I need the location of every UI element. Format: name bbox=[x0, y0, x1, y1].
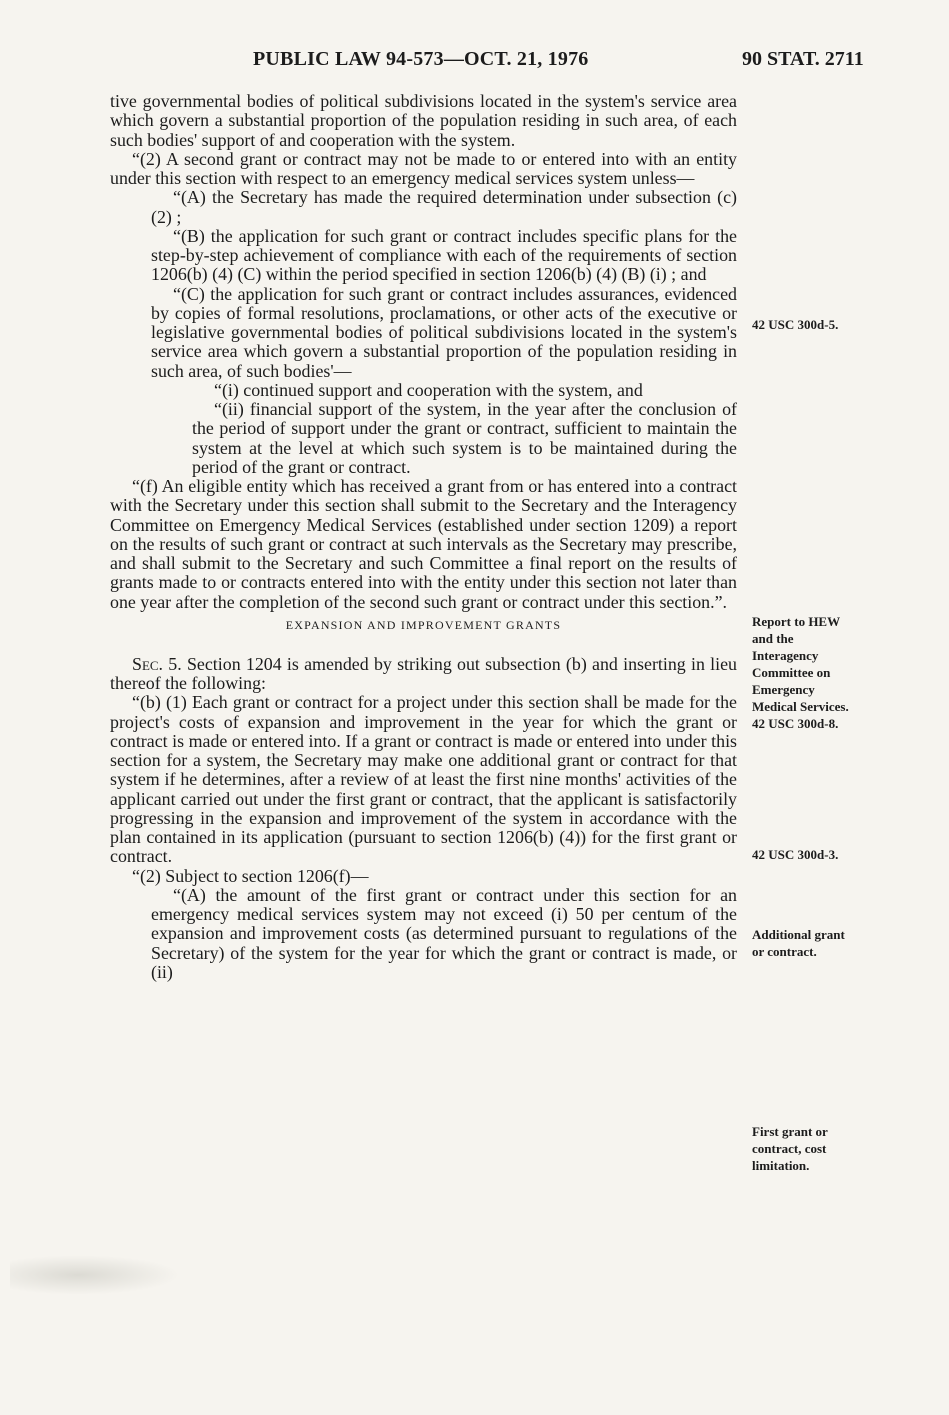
margin-note-line: limitation. bbox=[752, 1158, 810, 1173]
margin-note-line: 42 USC 300d-8. bbox=[752, 716, 839, 731]
paragraph-item-ii: “(ii) financial support of the system, in the year after the conclusion of the period of support under the grant or contract, sufficient to maintain the system at the level at which such system is to be maintained during the period of the grant or contract. bbox=[192, 399, 737, 477]
paragraph-subsection-f: “(f) An eligible entity which has received a grant from or has entered into a contract with the Secretary under this section shall submit to the Secretary and the Interagency Committee on Emergency Medical Services (established under section 1209) a report on the results of such grant or contract at such intervals as the Secretary may prescribe, and shall submit to the Secretary and such Committee a final report on the results of grants made to or contracts entered into with the entity under this section not later than one year after the completion of the second such grant or contract under this section.”. bbox=[110, 476, 737, 612]
page-header-stat-citation: 90 STAT. 2711 bbox=[742, 48, 864, 70]
paragraph-subsection-2: “(2) A second grant or contract may not be made to or entered into with an entity under this section with respect to an emergency medical services system unless— bbox=[110, 148, 737, 188]
paragraph-b-2: “(2) Subject to section 1206(f)— bbox=[132, 865, 369, 886]
paragraph-clause-b: “(B) the application for such grant or contract includes specific plans for the step-by-step achievement of compliance with each of the requirements of section 1206(b) (4) (C) within the period specified in section 1206(b) (4) (B) (i) ; and bbox=[151, 225, 737, 285]
margin-note-line: Committee on bbox=[752, 665, 831, 680]
margin-note-usc-300d-5 bbox=[752, 316, 838, 333]
paragraph-clause-a: “(A) the Secretary has made the required determination under subsection (c) (2) ; bbox=[151, 187, 737, 227]
paragraph-sec-5 bbox=[110, 655, 737, 694]
margin-note-line: or contract. bbox=[752, 944, 817, 959]
margin-note-line: 42 USC 300d-5. bbox=[752, 317, 839, 332]
margin-note-usc-300d-3 bbox=[752, 846, 838, 863]
scan-smudge bbox=[10, 1255, 180, 1295]
margin-note-line: Emergency bbox=[752, 682, 815, 697]
margin-note-first-grant-cost-limitation bbox=[752, 1123, 828, 1174]
margin-note-report-to-hew bbox=[752, 613, 849, 732]
section-5-text: Section 1204 is amended by striking out subsection (b) and inserting in lieu thereof the following: bbox=[110, 653, 737, 693]
margin-note-line: Interagency bbox=[752, 648, 819, 663]
paragraph-clause-c: “(C) the application for such grant or contract includes assurances, evidenced by copies of formal resolutions, proclamations, or other acts of the executive or legislative governmental bodies of political subdivisions located in the system's service area which govern a substantial proportion of the population residing in such area, of such bodies'— bbox=[151, 283, 737, 381]
margin-note-line: contract, cost bbox=[752, 1141, 827, 1156]
paragraph-item-i: “(i) continued support and cooperation with the system, and bbox=[214, 379, 643, 400]
margin-note-line: Medical Services. bbox=[752, 699, 849, 714]
margin-note-additional-grant bbox=[752, 926, 845, 960]
margin-note-line: Additional grant bbox=[752, 927, 845, 942]
margin-note-line: Report to HEW bbox=[752, 614, 841, 629]
body-text bbox=[110, 92, 737, 982]
margin-note-line: 42 USC 300d-3. bbox=[752, 847, 839, 862]
paragraph-b-2-a: “(A) the amount of the first grant or contract under this section for an emergency medical services system may not exceed (i) 50 per centum of the expansion and improvement costs (as determined pursuant to regulations of the Secretary) of the system for the year for which the grant or contract is made, or (ii) bbox=[151, 884, 737, 982]
paragraph-continuation: tive governmental bodies of political subdivisions located in the system's service area which govern a substantial proportion of the population residing in such area, of each such bodies' support of and cooperation with the system. bbox=[110, 91, 737, 150]
margin-note-line: First grant or bbox=[752, 1124, 828, 1139]
section-heading: EXPANSION AND IMPROVEMENT GRANTS bbox=[285, 617, 562, 632]
section-label: Sec. 5. bbox=[132, 653, 182, 674]
paragraph-b-1: “(b) (1) Each grant or contract for a project under this section shall be made for the project's costs of expansion and improvement in the year for which the grant or contract is made or entered into. If a grant or contract is made or entered into under this section for a system, the Secretary may make one additional grant or contract for that system if he determines, after a review of at least the first nine months' activities of the applicant carried out under the first grant or contract, that the applicant is satisfactorily progressing in the expansion and improvement of the system in accordance with the plan contained in its application (pursuant to section 1206(b) (4)) for the first grant or contract. bbox=[110, 692, 737, 867]
page-header-title: PUBLIC LAW 94-573—OCT. 21, 1976 bbox=[253, 48, 589, 70]
margin-note-line: and the bbox=[752, 631, 794, 646]
